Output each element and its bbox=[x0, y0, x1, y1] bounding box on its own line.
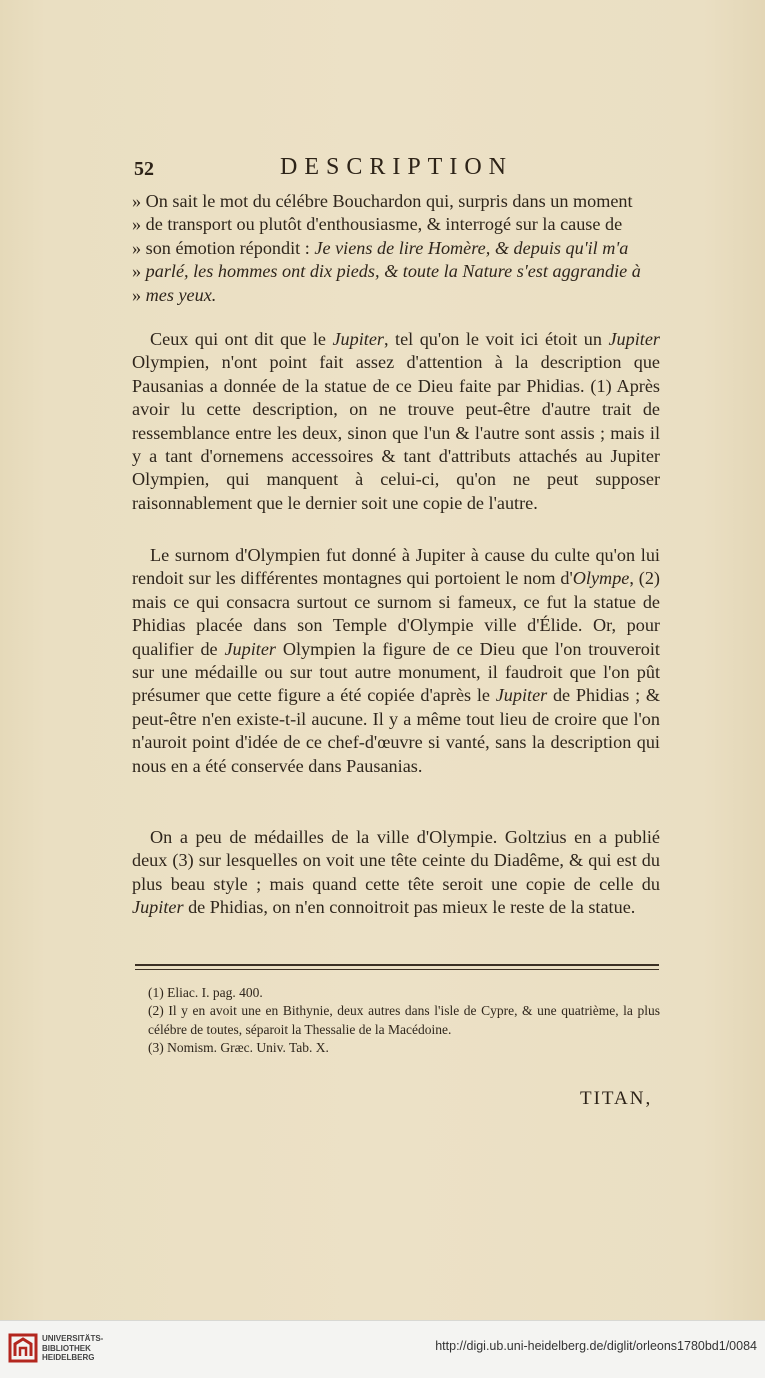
library-name[interactable]: UNIVERSITÄTS- BIBLIOTHEK HEIDELBERG bbox=[42, 1334, 104, 1362]
paragraph-jupiter-statue: Ceux qui ont dit que le Jupiter, tel qu'on le voit ici étoit un Jupiter Olympien, n'ont point fait assez d'attention à la description que Pausanias a donnée de la statue de ce Dieu faite par Phidias. (1) Après avoir lu cette description, on ne trouve peut-être d'autre trait de ressemblance entre les deux, sinon que l'un & l'autre sont assis ; mais il y a tant d'ornemens accessoires & tant d'attributs attachés au Jupiter Olympien, qui manquent à celui-ci, qu'on ne peut supposer raisonnablement que le dernier soit une copie de l'autre. bbox=[132, 329, 660, 513]
permalink-url[interactable]: http://digi.ub.uni-heidelberg.de/diglit/orleons1780bd1/0084 bbox=[435, 1339, 757, 1353]
quote-italic: Je viens de lire Homère, & depuis qu'il m'a bbox=[314, 237, 629, 258]
running-head: DESCRIPTION bbox=[279, 154, 513, 180]
page-number: 52 bbox=[134, 158, 154, 180]
paragraph-olympie-medals: On a peu de médailles de la ville d'Olympie. Goltzius en a publié deux (3) sur lesquelles on voit une tête ceinte du Diadême, & qui est du plus beau style ; mais quand cette tête seroit une copie de celle du Jupiter de Phidias, on n'en connoitroit pas mieux le reste de la statue. bbox=[132, 827, 660, 918]
footnote: (3) Nomism. Græc. Univ. Tab. X. bbox=[148, 1040, 329, 1056]
page-header bbox=[134, 154, 659, 184]
quote-italic: parlé, les hommes ont dix pieds, & toute la Nature s'est aggrandie à bbox=[145, 261, 641, 282]
quote-italic: mes yeux. bbox=[145, 284, 217, 305]
viewer-footer bbox=[0, 1320, 765, 1378]
quote-line: » On sait le mot du célébre Bouchardon qui, surpris dans un moment bbox=[132, 191, 633, 211]
paragraph-olympien-surname: Le surnom d'Olympien fut donné à Jupiter à cause du culte qu'on lui rendoit sur les différentes montagnes qui portoient le nom d'Olympe, (2) mais ce qui consacra surtout ce surnom si fameux, ce fut la statue de Phidias placée dans son Temple d'Olympie ville d'Élide. Or, pour qualifier de Jupiter Olympien la figure de ce Dieu que l'on trouveroit sur une médaille ou sur tout autre monument, il faudroit que l'on pût présumer que cette figure a été copiée d'après le Jupiter de Phidias ; & peut-être n'en existe-t-il aucune. Il y a même tout lieu de croire que l'on n'auroit point d'idée de ce chef-d'œuvre si vanté, sans la description qui nous en a été conservée dans Pausanias. bbox=[132, 545, 661, 776]
quote-line: » mes yeux. bbox=[132, 284, 217, 305]
quote-line: » son émotion répondit : Je viens de lire Homère, & depuis qu'il m'a bbox=[132, 237, 629, 258]
footnote: (1) Eliac. I. pag. 400. bbox=[148, 985, 263, 1000]
footnote-divider bbox=[135, 964, 659, 970]
footnotes bbox=[148, 984, 660, 1058]
footnote: (2) Il y en avoit une en Bithynie, deux autres dans l'isle de Cypre, & une quatrième, la plus célébre de toutes, séparoit la Thessalie de la Macédoine. bbox=[148, 1003, 660, 1037]
quotation-block bbox=[132, 190, 660, 307]
quote-line: » de transport ou plutôt d'enthousiasme, & interrogé sur la cause de bbox=[132, 214, 623, 235]
catchword: TITAN, bbox=[580, 1088, 653, 1109]
library-logo-icon[interactable] bbox=[8, 1333, 38, 1363]
quote-line: » parlé, les hommes ont dix pieds, & toute la Nature s'est aggrandie à bbox=[132, 261, 641, 282]
